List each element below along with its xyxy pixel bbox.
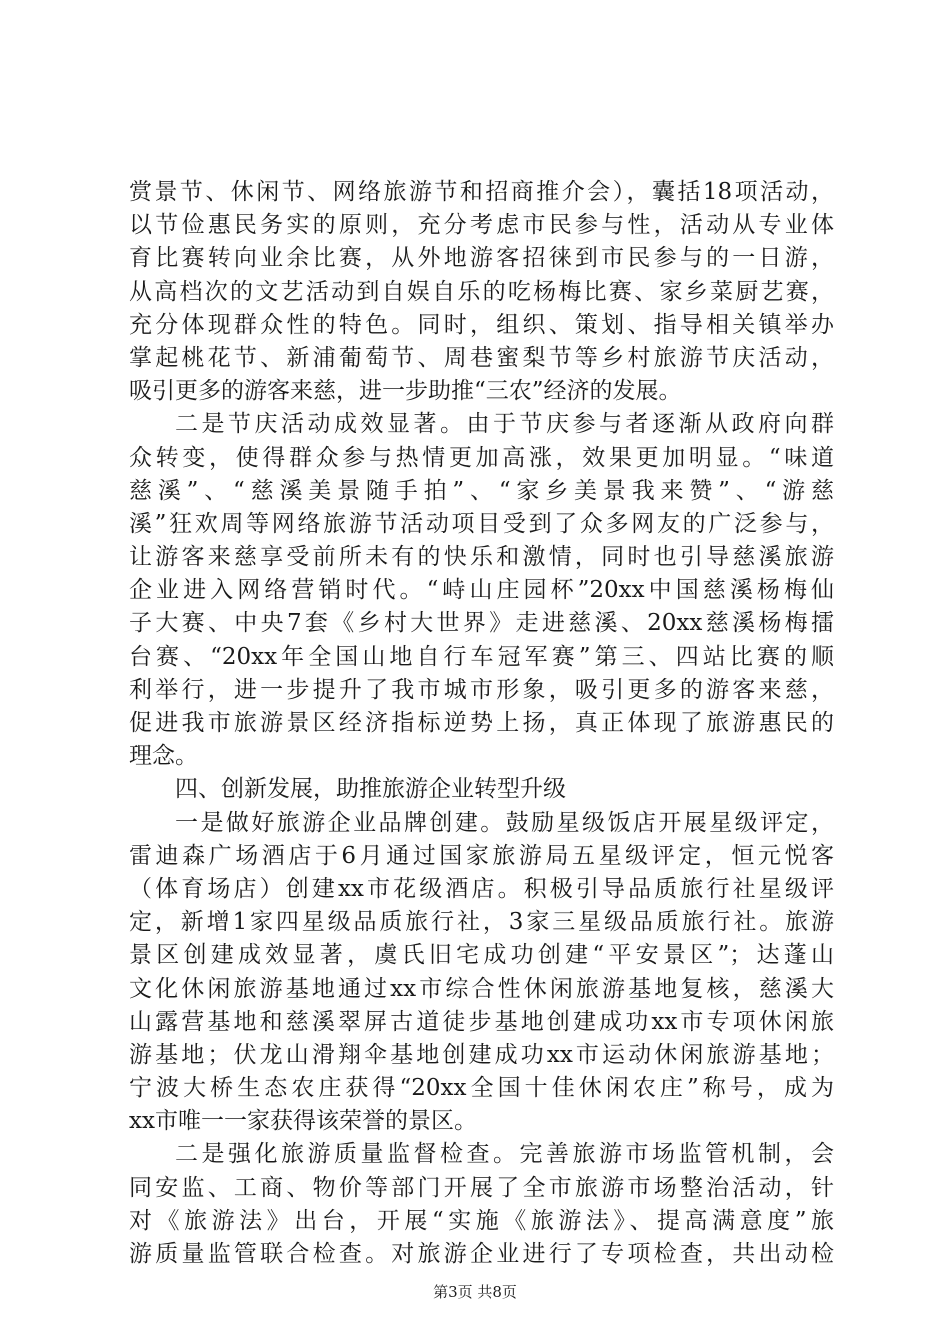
text-line: 景区创建成效显著，虞氏旧宅成功创建“平安景区”；达蓬山	[129, 942, 834, 969]
text-line: 企业进入网络营销时代。“峙山庄园杯”20xx中国慈溪杨梅仙	[129, 577, 834, 604]
document-body	[129, 176, 834, 1271]
text-line: 对《旅游法》出台，开展“实施《旅游法》、提高满意度”旅	[129, 1207, 834, 1234]
text-line: 游基地；伏龙山滑翔伞基地创建成功xx市运动休闲旅游基地；	[129, 1041, 834, 1068]
page-footer: 第3页 共8页	[433, 1283, 517, 1301]
text-line: 山露营基地和慈溪翠屏古道徒步基地创建成功xx市专项休闲旅	[129, 1008, 834, 1035]
text-line: 促进我市旅游景区经济指标逆势上扬，真正体现了旅游惠民的	[129, 710, 834, 736]
text-line: 雷迪森广场酒店于6月通过国家旅游局五星级评定，恒元悦客	[129, 842, 834, 869]
text-line: 众转变，使得群众参与热情更加高涨，效果更加明显。“味道	[129, 444, 834, 471]
text-line: 二是节庆活动成效显著。由于节庆参与者逐渐从政府向群	[175, 411, 834, 438]
text-line: 赏景节、休闲节、网络旅游节和招商推介会），囊括18项活动，	[129, 179, 834, 205]
text-line: 二是强化旅游质量监督检查。完善旅游市场监管机制，会	[175, 1141, 834, 1168]
text-line: 以节俭惠民务实的原则，充分考虑市民参与性，活动从专业体	[129, 212, 834, 239]
text-line: 子大赛、中央7套《乡村大世界》走进慈溪、20xx慈溪杨梅擂	[129, 610, 834, 637]
text-line: 定，新增1家四星级品质旅行社，3家三星级品质旅行社。旅游	[129, 909, 834, 936]
text-line: 慈溪”、“慈溪美景随手拍”、“家乡美景我来赞”、“游慈	[129, 477, 834, 504]
text-line: 四、创新发展，助推旅游企业转型升级	[175, 776, 566, 803]
text-line: 从高档次的文艺活动到自娱自乐的吃杨梅比赛、家乡菜厨艺赛，	[129, 278, 834, 305]
text-line: 游质量监管联合检查。对旅游企业进行了专项检查，共出动检	[129, 1241, 834, 1267]
text-line: 一是做好旅游企业品牌创建。鼓励星级饭店开展星级评定，	[175, 809, 834, 836]
text-line: 溪”狂欢周等网络旅游节活动项目受到了众多网友的广泛参与，	[129, 510, 834, 537]
text-line: （体育场店）创建xx市花级酒店。积极引导品质旅行社星级评	[129, 875, 834, 902]
text-line: 育比赛转向业余比赛，从外地游客招徕到市民参与的一日游，	[129, 245, 834, 272]
text-line: 吸引更多的游客来慈，进一步助推“三农”经济的发展。	[129, 378, 682, 405]
text-line: 掌起桃花节、新浦葡萄节、周巷蜜梨节等乡村旅游节庆活动，	[129, 344, 834, 371]
text-line: 理念。	[129, 743, 198, 770]
text-line: xx市唯一一家获得该荣誉的景区。	[129, 1108, 477, 1135]
text-line: 文化休闲旅游基地通过xx市综合性休闲旅游基地复核，慈溪大	[129, 975, 834, 1002]
text-line: 让游客来慈享受前所未有的快乐和激情，同时也引导慈溪旅游	[129, 544, 834, 571]
text-line: 宁波大桥生态农庄获得“20xx全国十佳休闲农庄”称号，成为	[129, 1075, 834, 1102]
text-line: 台赛、“20xx年全国山地自行车冠军赛”第三、四站比赛的顺	[129, 643, 834, 670]
text-line: 利举行，进一步提升了我市城市形象，吸引更多的游客来慈，	[129, 676, 834, 703]
text-line: 充分体现群众性的特色。同时，组织、策划、指导相关镇举办	[129, 311, 834, 338]
text-line: 同安监、工商、物价等部门开展了全市旅游市场整治活动，针	[129, 1174, 834, 1201]
